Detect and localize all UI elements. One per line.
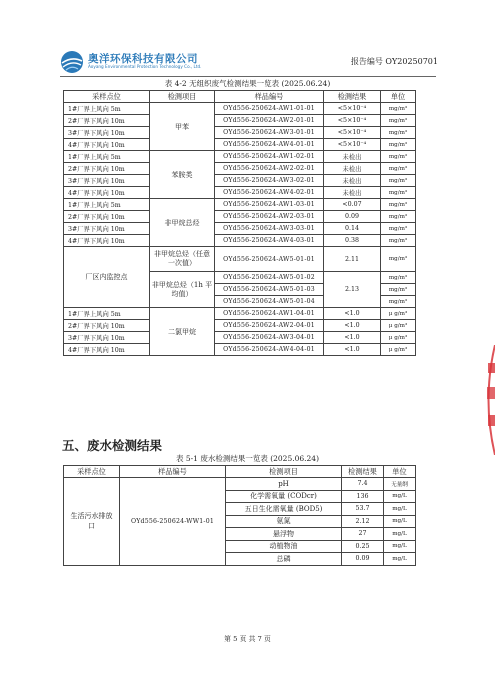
table-4-2-caption: 表 4-2 无组织废气检测结果一览表 (2025.06.24) [164,79,331,88]
table-row [64,151,416,163]
table-row [64,175,416,187]
sampling-point: 1#厂界上风向 5m [64,199,150,211]
test-item: 五日生化需氧量 (BOD5) [226,503,342,516]
test-result: <5×10⁻⁴ [324,139,381,151]
test-result: 未检出 [324,151,381,163]
table-row [64,344,416,356]
table-row [64,115,416,127]
sampling-point: 4#厂界下风向 10m [64,344,150,356]
sample-code: OYd556-250624-AW1-04-01 [215,308,324,320]
unit: mg/m³ [381,247,416,272]
test-result: 2.13 [324,272,381,308]
test-item: 化学需氧量 (CODcr) [226,490,342,503]
test-result: 2.11 [324,247,381,272]
sampling-point: 3#厂界下风向 10m [64,127,150,139]
unit: mg/m³ [381,103,416,115]
table-row [64,247,416,272]
unit: mg/m³ [381,139,416,151]
test-result: 未检出 [324,163,381,175]
sampling-point: 1#厂界上风向 5m [64,151,150,163]
col-header: 样品编号 [120,466,226,478]
test-result: 0.38 [324,235,381,247]
sampling-point: 3#厂界下风向 10m [64,223,150,235]
unit: mg/m³ [381,272,416,284]
sample-code: OYd556-250624-AW5-01-03 [215,284,324,296]
sample-code: OYd556-250624-AW5-01-02 [215,272,324,284]
unit: mg/L [384,503,416,516]
header-divider [60,76,436,77]
sample-code: OYd556-250624-AW2-01-01 [215,115,324,127]
test-result: 0.25 [342,540,384,553]
unit: 无量纲 [384,478,416,491]
test-result: 27 [342,528,384,541]
sampling-point: 1#厂界上风向 5m [64,103,150,115]
test-result: 136 [342,490,384,503]
col-header: 检测结果 [342,466,384,478]
report-number: 报告编号 OY20250701 [350,57,438,66]
test-result: <1.0 [324,332,381,344]
unit: μ g/m³ [381,344,416,356]
test-item: 动植物油 [226,540,342,553]
col-header: 采样点位 [64,91,150,103]
test-result: <1.0 [324,320,381,332]
sampling-point: 4#厂界下风向 10m [64,187,150,199]
test-item: 非甲烷总烃（1h 平均值） [150,272,215,308]
unit: mg/m³ [381,235,416,247]
test-item: 甲苯 [150,103,215,151]
test-result: 0.09 [324,211,381,223]
sampling-point: 1#厂界上风向 5m [64,308,150,320]
test-result: 未检出 [324,175,381,187]
sampling-point: 2#厂界下风向 10m [64,163,150,175]
unit: mg/m³ [381,151,416,163]
test-result: <5×10⁻⁴ [324,115,381,127]
test-result: 0.09 [342,553,384,566]
unit: mg/m³ [381,223,416,235]
sample-code: OYd556-250624-AW2-04-01 [215,320,324,332]
unit: μ g/m³ [381,308,416,320]
test-result: 未检出 [324,187,381,199]
test-result: 53.7 [342,503,384,516]
unit: mg/m³ [381,296,416,308]
unit: mg/L [384,490,416,503]
test-result: <0.07 [324,199,381,211]
col-header: 采样点位 [64,466,120,478]
unit: mg/m³ [381,199,416,211]
table-row [64,478,416,491]
sample-code: OYd556-250624-WW1-01 [120,478,226,566]
table-row [64,332,416,344]
table-row [64,103,416,115]
sample-code: OYd556-250624-AW1-01-01 [215,103,324,115]
table-row [64,163,416,175]
unit: mg/L [384,515,416,528]
unit: mg/L [384,528,416,541]
sampling-point: 2#厂界下风向 10m [64,320,150,332]
sample-code: OYd556-250624-AW5-01-01 [215,247,324,272]
globe-logo-icon [60,50,84,74]
table-5-1-caption: 表 5-1 废水检测结果一览表 (2025.06.24) [175,454,320,463]
test-result: 2.12 [342,515,384,528]
sample-code: OYd556-250624-AW5-01-04 [215,296,324,308]
test-result: <1.0 [324,344,381,356]
unit: mg/m³ [381,211,416,223]
sample-code: OYd556-250624-AW2-02-01 [215,163,324,175]
col-header: 检测项目 [226,466,342,478]
col-header: 样品编号 [215,91,324,103]
company-name-cn: 奥洋环保科技有限公司 [88,53,198,65]
col-header: 检测结果 [324,91,381,103]
unit: mg/m³ [381,115,416,127]
test-item: 氨氮 [226,515,342,528]
sample-code: OYd556-250624-AW4-01-01 [215,139,324,151]
sampling-point: 4#厂界下风向 10m [64,139,150,151]
sample-code: OYd556-250624-AW4-02-01 [215,187,324,199]
unit: mg/m³ [381,175,416,187]
col-header: 检测项目 [150,91,215,103]
sample-code: OYd556-250624-AW4-04-01 [215,344,324,356]
test-item: 二氯甲烷 [150,308,215,356]
section-title: 五、废水检测结果 [62,438,163,453]
company-name-en: Aoyang Environmental Protection Technology Co., Ltd. [88,64,202,69]
table-row [64,199,416,211]
test-item: 总磷 [226,553,342,566]
sample-code: OYd556-250624-AW1-02-01 [215,151,324,163]
unit: mg/L [384,553,416,566]
sample-code: OYd556-250624-AW2-03-01 [215,211,324,223]
col-header: 单位 [381,91,416,103]
sampling-point: 3#厂界下风向 10m [64,332,150,344]
sampling-point: 4#厂界下风向 10m [64,235,150,247]
unit: mg/m³ [381,187,416,199]
sample-code: OYd556-250624-AW4-03-01 [215,235,324,247]
unit: μ g/m³ [381,320,416,332]
table-row [64,187,416,199]
company-logo [60,50,260,74]
page-footer: 第 5 页 共 7 页 [224,635,271,643]
table-row [64,223,416,235]
test-item: pH [226,478,342,491]
table-row [64,127,416,139]
test-item: 苯胺类 [150,151,215,199]
table-row [64,235,416,247]
test-item: 非甲烷总烃（任意一次值） [150,247,215,272]
table-5-1 [63,465,416,566]
test-item: 悬浮物 [226,528,342,541]
test-result: 7.4 [342,478,384,491]
table-row [64,320,416,332]
unit: mg/m³ [381,163,416,175]
test-result: <5×10⁻⁴ [324,127,381,139]
sampling-point: 厂区内监控点 [64,247,150,308]
table-4-2 [63,90,416,356]
test-result: <5×10⁻⁴ [324,103,381,115]
unit: mg/m³ [381,127,416,139]
red-seal-stamp [480,345,495,455]
unit: mg/L [384,540,416,553]
sampling-point: 生活污水排放口 [64,478,120,566]
sample-code: OYd556-250624-AW3-03-01 [215,223,324,235]
sample-code: OYd556-250624-AW1-03-01 [215,199,324,211]
table-header-row [64,91,416,103]
sampling-point: 2#厂界下风向 10m [64,211,150,223]
unit: μ g/m³ [381,332,416,344]
sample-code: OYd556-250624-AW3-04-01 [215,332,324,344]
unit: mg/m³ [381,284,416,296]
sampling-point: 2#厂界下风向 10m [64,115,150,127]
table-row [64,308,416,320]
sample-code: OYd556-250624-AW3-02-01 [215,175,324,187]
sampling-point: 3#厂界下风向 10m [64,175,150,187]
test-result: 0.14 [324,223,381,235]
col-header: 单位 [384,466,416,478]
test-result: <1.0 [324,308,381,320]
table-header-row [64,466,416,478]
table-row [64,139,416,151]
sample-code: OYd556-250624-AW3-01-01 [215,127,324,139]
test-item: 非甲烷总烃 [150,199,215,247]
table-row [64,211,416,223]
